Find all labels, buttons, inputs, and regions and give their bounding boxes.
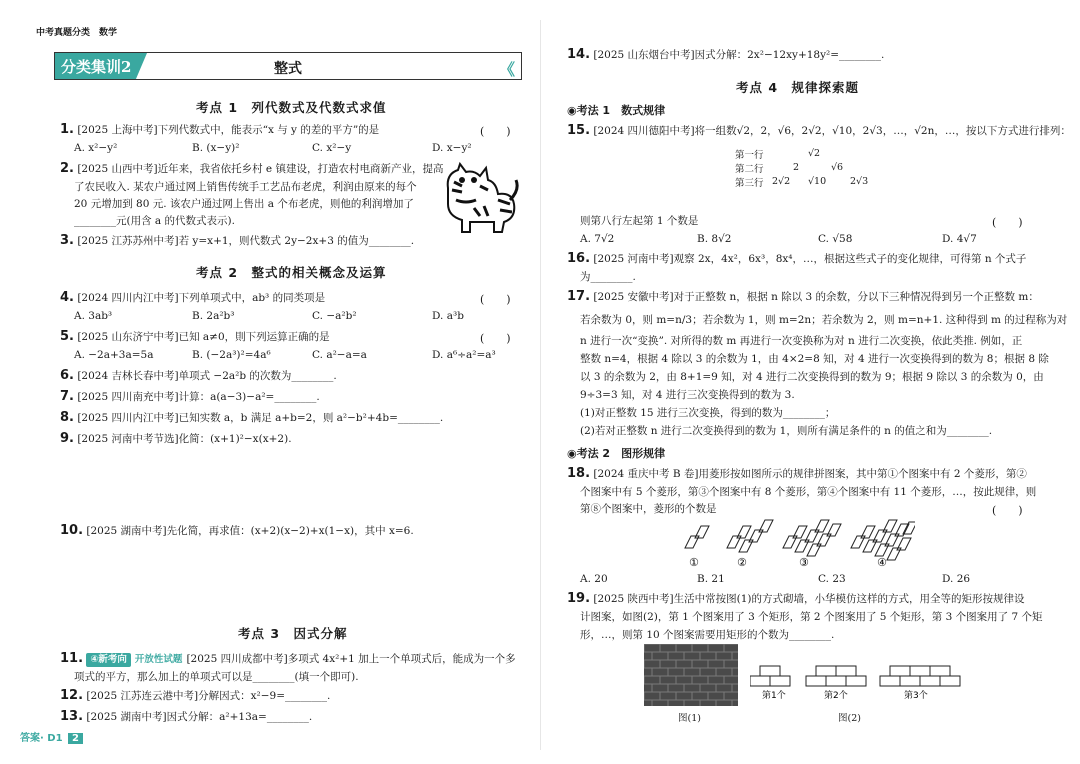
q17-line4: 整数 n=4，根据 4 除以 3 的余数为 1，由 4×2=8 知，对 4 进行一次变换得到的数为 8；根据 8 除 — [580, 353, 1049, 365]
q5-option-c: C. a²−a=a — [312, 349, 367, 361]
pattern-rectangle — [846, 676, 866, 686]
pattern-rectangle — [760, 666, 780, 676]
q15-option-d: D. 4√7 — [942, 233, 977, 245]
q18-line2: 个图案中有 5 个菱形，第③个图案中有 8 个菱形，第④个图案中有 11 个菱形，…，按此规律，则 — [580, 486, 1037, 498]
pattern-rectangle — [910, 666, 930, 676]
q17-part2: (2)若对正整数 n 进行二次变换得到的数为 1，则所有满足条件的 n 的值之和为________. — [580, 425, 993, 437]
q17-part1: (1)对正整数 15 进行三次变换，得到的数为________； — [580, 407, 836, 419]
q5-option-a: A. −2a+3a=5a — [74, 349, 154, 361]
q18-option-c: C. 23 — [818, 573, 846, 585]
figure1-caption: 图(1) — [678, 713, 701, 724]
figure-label-2: ② — [737, 556, 747, 569]
q14-stem: 14. [2025 山东烟台中考]因式分解：2x²−12xy+18y²=________. — [567, 47, 885, 62]
q15-row3-item2: √10 — [808, 176, 827, 187]
q18-answer-paren: ( ) — [992, 504, 1023, 517]
pattern-label-3: 第3个 — [904, 691, 928, 701]
q15-answer-paren: ( ) — [992, 216, 1023, 229]
q15-row1-label: 第一行 — [735, 150, 764, 161]
q11-stem-line2: 项式的平方，那么加上的单项式可以是________(填一个即可). — [74, 671, 359, 683]
page-footer — [20, 729, 83, 744]
new-trend-tag: ④新考向 — [86, 653, 131, 667]
footer-label: 答案· D1 — [20, 733, 63, 744]
q19-line3: 形，…，则第 10 个图案需要用矩形的个数为________. — [580, 629, 835, 641]
figure2-caption: 图(2) — [838, 713, 861, 724]
q8-stem: 8. [2025 四川内江中考]已知实数 a，b 满足 a+b=2，则 a²−b²+4b=________. — [60, 410, 444, 425]
pattern-label-1: 第1个 — [762, 691, 786, 701]
open-question-tag: 开放性试题 — [134, 654, 183, 665]
chevron-left-icon: 《 — [498, 60, 515, 79]
pattern-label-2: 第2个 — [824, 691, 848, 701]
q5-option-d: D. a⁶÷a²=a³ — [432, 349, 496, 361]
q5-answer-paren: ( ) — [480, 332, 511, 345]
q6-stem: 6. [2024 吉林长春中考]单项式 −2a²b 的次数为________. — [60, 368, 337, 383]
kp2-title: 考点 2 整式的相关概念及运算 — [196, 265, 387, 280]
kp4-title: 考点 4 规律探索题 — [736, 80, 860, 95]
method1-heading: ◉考法 1 数式规律 — [567, 104, 666, 117]
q2-stem-line4: ________元(用含 a 的代数式表示). — [74, 215, 235, 227]
q4-option-b: B. 2a²b³ — [192, 310, 235, 322]
pattern-rectangle — [930, 666, 950, 676]
q15-row3-label: 第三行 — [735, 178, 764, 189]
running-header: 中考真题分类 数学 — [36, 28, 118, 38]
pattern-rectangle — [826, 676, 846, 686]
brick-wall-photo — [644, 644, 738, 706]
q9-stem: 9. [2025 河南中考节选]化简：(x+1)²−x(x+2). — [60, 431, 292, 446]
q18-line3: 第⑧个图案中，菱形的个数是 — [580, 503, 717, 515]
pattern-rectangle — [806, 676, 826, 686]
q5-option-b: B. (−2a³)²=4a⁶ — [192, 349, 271, 361]
pattern-rectangle — [900, 676, 920, 686]
q19-line2: 计图案，如图(2)，第 1 个图案用了 3 个矩形，第 2 个图案用了 5 个矩形，第 3 个图案用了 7 个矩 — [580, 611, 1043, 623]
q15-row2-item2: √6 — [831, 162, 844, 173]
q17-line6: 9÷3=3 知，对 4 进行三次变换得到的数为 3. — [580, 389, 795, 401]
figure-label-3: ③ — [799, 556, 809, 569]
q1-answer-paren: ( ) — [480, 125, 511, 138]
q10-stem: 10. [2025 湖南中考]先化简，再求值：(x+2)(x−2)+x(1−x)，其中 x=6. — [60, 523, 414, 538]
q4-stem: 4. [2024 四川内江中考]下列单项式中，ab³ 的同类项是 — [60, 290, 326, 305]
q4-option-a: A. 3ab³ — [74, 310, 113, 322]
q15-option-b: B. 8√2 — [697, 233, 732, 245]
pattern-rectangle — [816, 666, 836, 676]
q4-answer-paren: ( ) — [480, 293, 511, 306]
banner-tab-label: 分类集训2 — [61, 58, 132, 76]
q17-line5: 以 3 的余数为 2，由 8+1=9 知，对 4 进行二次变换得到的数为 9；根据 9 除以 3 的余数为 0，由 — [580, 371, 1044, 383]
kp3-title: 考点 3 因式分解 — [238, 626, 348, 641]
pattern-rectangle — [836, 666, 856, 676]
section-title: 整式 — [274, 61, 302, 77]
q3-stem: 3. [2025 江苏苏州中考]若 y=x+1，则代数式 2y−2x+3 的值为________. — [60, 233, 415, 248]
q12-stem: 12. [2025 江苏连云港中考]分解因式：x²−9=________. — [60, 688, 331, 703]
q1-stem: 1. [2025 上海中考]下列代数式中，能表示“x 与 y 的差的平方”的是 — [60, 122, 380, 137]
q15-row2-item1: 2 — [793, 162, 800, 173]
q15-row2-label: 第二行 — [735, 164, 764, 175]
q15-option-a: A. 7√2 — [580, 233, 615, 245]
q16-stem-line1: 16. [2025 河南中考]观察 2x，4x²，6x³，8x⁴，…，根据这些式子的变化规律，可得第 n 个式子 — [567, 251, 1027, 266]
pattern-rectangle — [750, 676, 770, 686]
q7-stem: 7. [2025 四川南充中考]计算：a(a−3)−a²=________. — [60, 389, 320, 404]
pattern-rectangle — [890, 666, 910, 676]
section-banner — [54, 52, 522, 80]
pattern-rectangle — [920, 676, 940, 686]
q18-line1: 18. [2024 重庆中考 B 卷]用菱形按如图所示的规律拼图案，其中第①个图案中有 2 个菱形，第② — [567, 466, 1027, 481]
q11-stem-line1: 11. ④新考向 开放性试题 [2025 四川成都中考]多项式 4x²+1 加上一个单项式后，能成为一个多 — [60, 651, 516, 666]
q1-option-a: A. x²−y² — [74, 142, 118, 154]
q1-option-b: B. (x−y)² — [192, 142, 240, 154]
page-number: 2 — [68, 733, 83, 744]
q4-option-c: C. −a²b² — [312, 310, 357, 322]
cloth-tiger-illustration — [440, 160, 520, 236]
pattern-rectangle — [770, 676, 790, 686]
page-divider — [540, 20, 541, 750]
q1-option-d: D. x−y² — [432, 142, 472, 154]
q18-option-a: A. 20 — [580, 573, 608, 585]
q18-option-d: D. 26 — [942, 573, 971, 585]
q15-option-c: C. √58 — [818, 233, 853, 245]
kp1-title: 考点 1 列代数式及代数式求值 — [196, 100, 387, 115]
q18-option-b: B. 21 — [697, 573, 725, 585]
figure-label-1: ① — [689, 556, 699, 569]
q2-stem-line3: 20 元增加到 80 元. 该农户通过网上售出 a 个布老虎，则他的利润增加了 — [74, 198, 414, 210]
rectangle-pattern-figure — [750, 660, 1020, 702]
q17-line2: 若余数为 0，则 m=n/3；若余数为 1，则 m=2n；若余数为 2，则 m=n+1. 这种得到 m 的过程称为对 — [580, 314, 1068, 326]
q15-ask: 则第八行左起第 1 个数是 — [580, 215, 699, 227]
q4-option-d: D. a³b — [432, 310, 464, 322]
q16-stem-line2: 为________. — [580, 271, 636, 283]
q15-row3-item3: 2√3 — [850, 176, 869, 187]
pattern-rectangle — [940, 676, 960, 686]
q1-option-c: C. x²−y — [312, 142, 352, 154]
q15-row3-item1: 2√2 — [772, 176, 791, 187]
q2-stem-line2: 了农民收入. 某农户通过网上销售传统手工艺品布老虎，利润由原来的每个 — [74, 181, 417, 193]
q13-stem: 13. [2025 湖南中考]因式分解：a²+13a=________. — [60, 709, 313, 724]
q5-stem: 5. [2025 山东济宁中考]已知 a≠0，則下列运算正确的是 — [60, 329, 330, 344]
pattern-rectangle — [880, 676, 900, 686]
method2-heading: ◉考法 2 图形规律 — [567, 447, 666, 460]
q15-stem: 15. [2024 四川德阳中考]将一组数√2，2，√6，2√2，√10，2√3，…，√2n，…，按以下方式进行排列： — [567, 123, 1071, 138]
q2-stem-line1: 2. [2025 山西中考]近年来，我省依托乡村 e 镇建设，打造农村电商新产业，提高 — [60, 161, 444, 176]
figure-label-4: ④ — [877, 556, 887, 569]
q17-line3: n 进行一次“变换”. 对所得的数 m 再进行一次变换称为对 n 进行二次变换，依此类推. 例如，正 — [580, 335, 1023, 347]
q15-row1-item1: √2 — [808, 148, 821, 159]
rhombus-pattern-figure — [675, 518, 915, 570]
q17-line1: 17. [2025 安徽中考]对于正整数 n，根据 n 除以 3 的余数，分以下三种情况得到另一个正整数 m： — [567, 289, 1039, 304]
q19-line1: 19. [2025 陕西中考]生活中常按图(1)的方式砌墙，小华模仿这样的方式，用全等的矩形按规律设 — [567, 591, 1025, 606]
